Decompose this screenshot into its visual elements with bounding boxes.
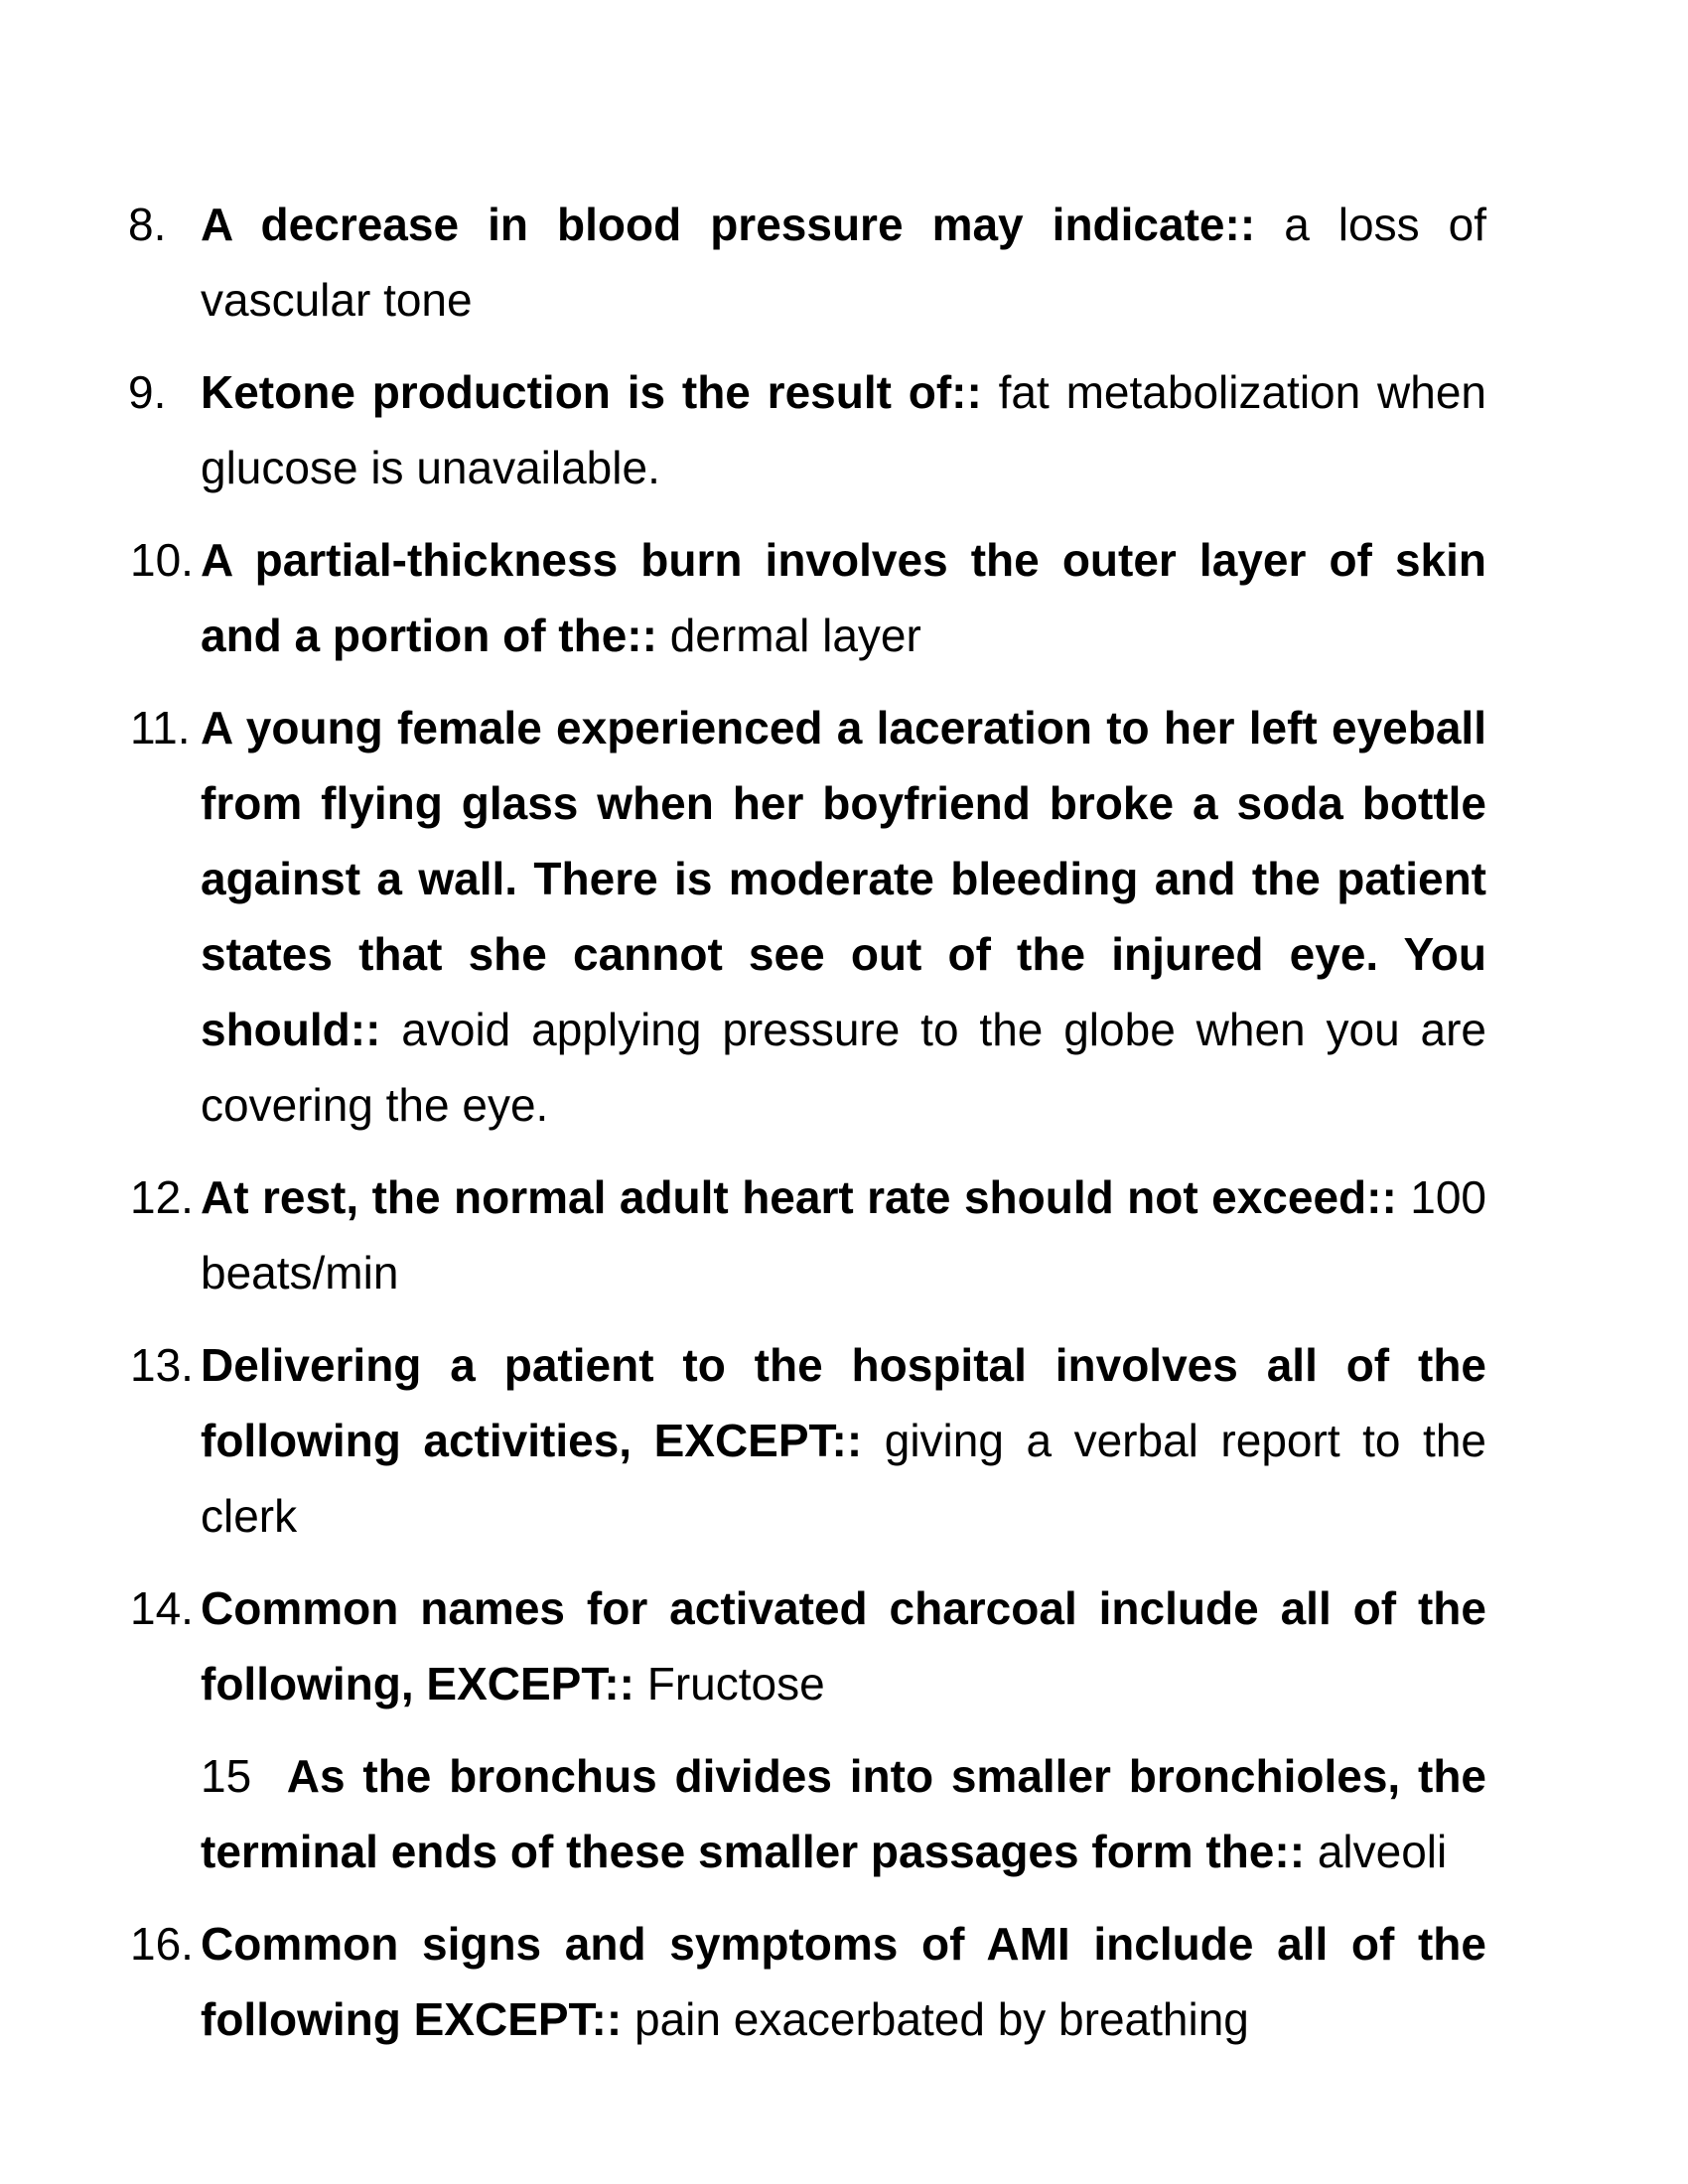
question-text: As the bronchus divides into smaller bronchioles, the terminal ends of these smaller passages form the:: [201,1750,1486,1877]
question-text: A decrease in blood pressure may indicate:: [201,199,1256,250]
question-text: Common signs and symptoms of AMI include all of the following EXCEPT:: [201,1918,1486,2045]
question-text: At rest, the normal adult heart rate should not exceed:: [201,1171,1397,1223]
list-item [0,187,1486,338]
document-page [0,187,1688,2074]
list-item [0,1906,1486,2057]
list-item [0,354,1486,505]
list-item [0,1160,1486,1310]
answer-text: alveoli [1317,1826,1448,1877]
answer-text: avoid applying pressure to the globe when you are covering the eye. [201,1004,1487,1131]
item-number: 10. [130,534,194,586]
question-text: Ketone production is the result of:: [201,366,982,418]
answer-text: fat metabolization when glucose is unavailable. [201,366,1486,493]
answer-text: giving a verbal report to the clerk [201,1415,1486,1542]
list-item [0,1327,1486,1554]
list-item [0,1738,1486,1889]
item-number: 15 [201,1750,252,1802]
item-number: 9. [128,366,167,418]
item-number: 16. [130,1918,194,1970]
answer-text: a loss of vascular tone [201,199,1487,326]
list-item [0,522,1486,673]
item-number: 14. [130,1582,194,1634]
question-text: A young female experienced a laceration to her left eyeball from flying glass when her boyfriend broke a soda bottle against a wall. There is moderate bleeding and the patient states that she cannot see out of the injured eye. You should:: [201,702,1486,1055]
answer-text: 100 beats/min [201,1171,1486,1298]
item-number: 13. [130,1339,194,1391]
answer-text: pain exacerbated by breathing [633,1993,1249,2045]
question-text: A partial-thickness burn involves the outer layer of skin and a portion of the:: [201,534,1486,661]
list-item [0,690,1486,1143]
list-item [0,1570,1486,1721]
question-text: Common names for activated charcoal include all of the following, EXCEPT:: [201,1582,1486,1709]
item-number: 12. [130,1171,194,1223]
answer-text: dermal layer [669,610,921,661]
item-number: 11. [130,702,191,753]
answer-text: Fructose [646,1658,825,1709]
item-number: 8. [128,199,167,250]
question-text: Delivering a patient to the hospital involves all of the following activities, EXCEPT:: [201,1339,1486,1466]
